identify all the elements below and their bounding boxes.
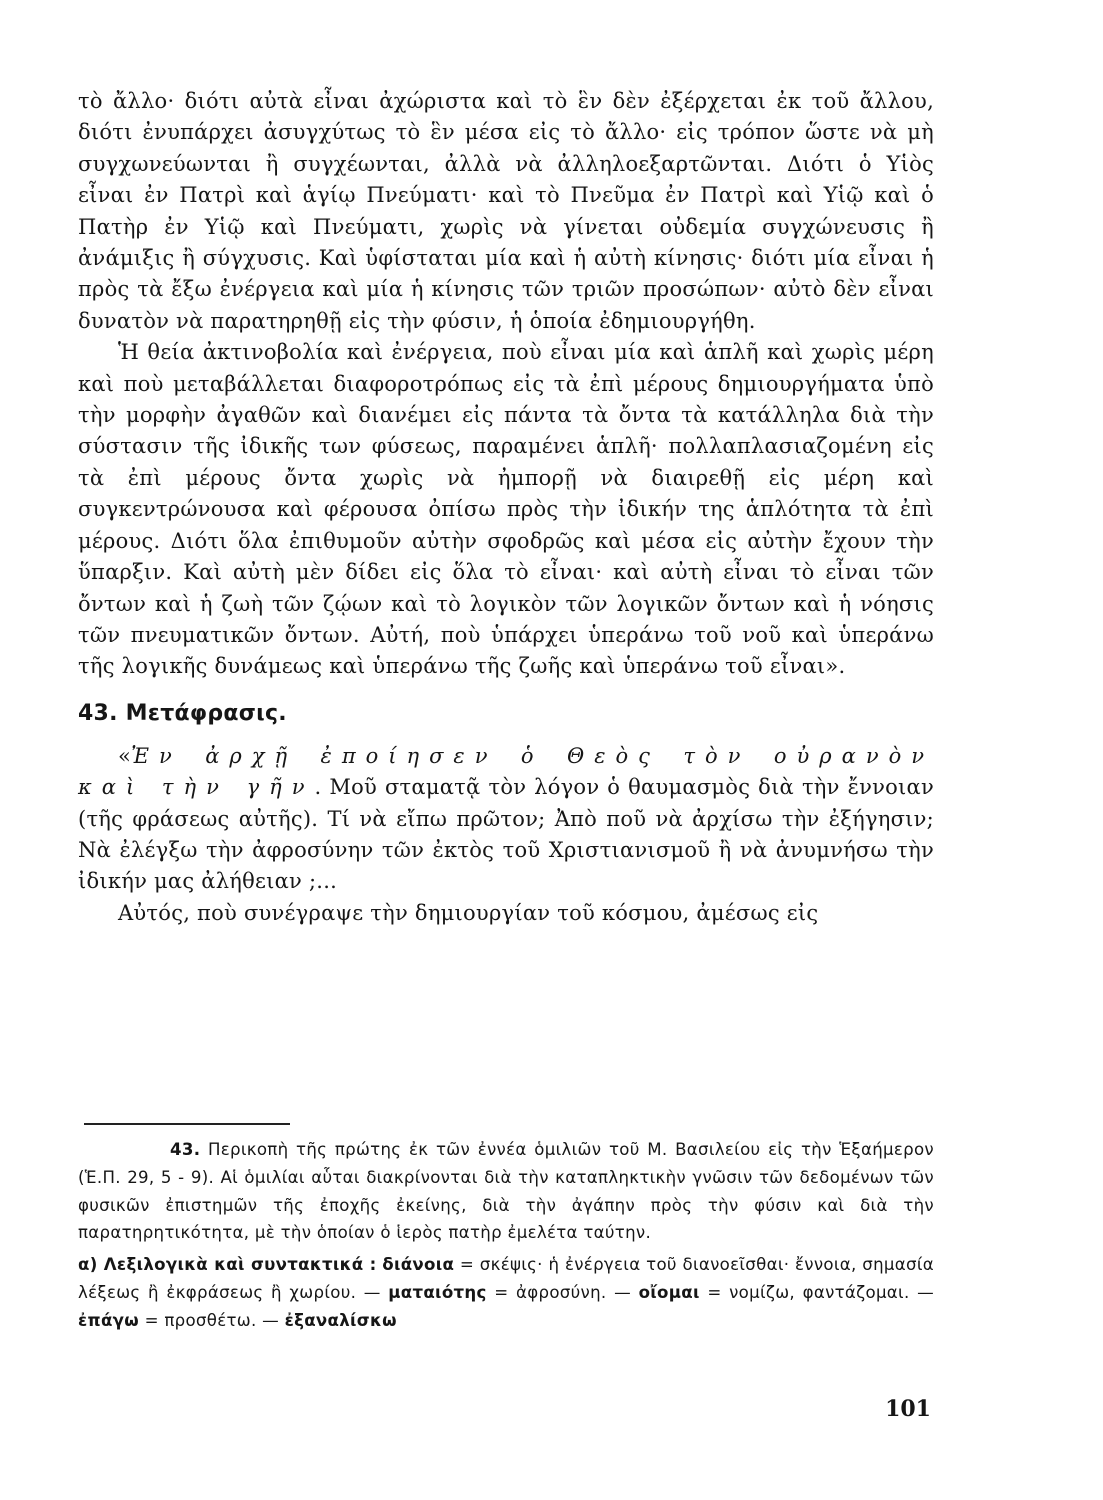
footnote-text: Περικοπὴ τῆς πρώτης ἐκ τῶν ἐννέα ὁμιλιῶν τοῦ Μ. Βασιλείου εἰς τὴν Ἑξαήμερον (Ἑ.Π. 29, 5 - 9). Αἱ ὁμιλίαι αὗται διακρίνονται διὰ τὴν καταπληκτικὴν γνῶσιν τῶν δεδομένων τῶν φυσικῶν ἐπιστημῶν τῆς ἐποχῆς ἐκείνης, διὰ τὴν ἀγάπην πρὸς τὴν φύσιν καὶ διὰ τὴν παρατηρητικότητα, μὲ τὴν ὁποίαν ὁ ἱερὸς πατὴρ ἐμελέτα ταύτην. — [78, 1140, 934, 1243]
page-number: 101 — [885, 1396, 931, 1422]
term-dianoia: διάνοια — [382, 1255, 455, 1275]
term-exanaliskw: ἐξαναλίσκω — [284, 1310, 397, 1330]
main-text — [78, 86, 934, 929]
body-paragraph-1: τὸ ἄλλο· διότι αὐτὰ εἶναι ἀχώριστα καὶ τὸ ἓν δὲν ἐξέρχεται ἐκ τοῦ ἄλλου, διότι ἐνυπάρχει ἀσυγχύτως τὸ ἓν μέσα εἰς τὸ ἄλλο· εἰς τρόπον ὥστε νὰ μὴ συγχωνεύωνται ἢ συγχέωνται, ἀλλὰ νὰ ἀλληλοεξαρτῶνται. Διότι ὁ Υἱὸς εἶναι ἐν Πατρὶ καὶ ἁγίῳ Πνεύματι· καὶ τὸ Πνεῦμα ἐν Πατρὶ καὶ Υἱῷ καὶ ὁ Πατὴρ ἐν Υἱῷ καὶ Πνεύματι, χωρὶς νὰ γίνεται οὐδεμία συγχώνευσις ἢ ἀνάμιξις ἢ σύγχυσις. Καὶ ὑφίσταται μία καὶ ἡ αὐτὴ κίνησις· διότι μία εἶναι ἡ πρὸς τὰ ἔξω ἐνέργεια καὶ μία ἡ κίνησις τῶν τριῶν προσώπων· αὐτὸ δὲν εἶναι δυνατὸν νὰ παρατηρηθῇ εἰς τὴν φύσιν, ἡ ὁποία ἐδημιουργήθη. — [78, 89, 934, 333]
term-oiomai: οἴομαι — [638, 1282, 700, 1302]
def-mataiotis: = ἀφροσύνη. — — [494, 1282, 631, 1302]
section-heading: 43. Μετάφρασις. — [78, 700, 287, 726]
lexicon-note — [78, 1251, 934, 1334]
quote-open: « — [118, 743, 132, 768]
lexicon-label: α) Λεξιλογικὰ καὶ συντακτικά : — [78, 1255, 377, 1275]
footnote-divider — [84, 1123, 290, 1125]
term-epago: ἐπάγω — [78, 1310, 139, 1330]
body-paragraph-3 — [78, 741, 934, 898]
def-dianoia: = σκέψις· ἡ ἐνέργεια τοῦ διανοεῖσθαι· ἔννοια, σημασία λέξεως ἢ ἐκφράσεως ἢ χωρίου. — — [78, 1255, 934, 1302]
def-oiomai: = νομίζω, φαντάζομαι. — — [707, 1282, 935, 1302]
body-paragraph-3-rest: . Μοῦ σταματᾷ τὸν λόγον ὁ θαυμασμὸς διὰ τὴν ἔννοιαν (τῆς φράσεως αὐτῆς). Τί νὰ εἴπω πρῶτον; Ἀπὸ ποῦ νὰ ἀρχίσω τὴν ἐξήγησιν; Νὰ ἐλέγξω τὴν ἀφροσύνην τῶν ἐκτὸς τοῦ Χριστιανισμοῦ ἢ νὰ ἀνυμνήσω τὴν ἰδικήν μας ἀλήθειαν ;... — [78, 775, 934, 894]
footnote-number: 43. — [170, 1140, 201, 1159]
def-epago: = προσθέτω. — — [144, 1310, 279, 1330]
body-paragraph-4: Αὐτός, ποὺ συνέγραψε τὴν δημιουργίαν τοῦ κόσμου, ἀμέσως εἰς — [118, 900, 819, 925]
footnotes — [78, 1136, 934, 1335]
genesis-quote: Ἐν ἀρχῇ ἐποίησεν ὁ Θεὸς τὸν οὐρανὸν καὶ τὴν γῆν — [78, 743, 934, 800]
body-paragraph-2: Ἡ θεία ἀκτινοβολία καὶ ἐνέργεια, ποὺ εἶναι μία καὶ ἁπλῆ καὶ χωρὶς μέρη καὶ ποὺ μεταβάλλεται διαφοροτρόπως εἰς τὰ ἐπὶ μέρους δημιουργήματα ὑπὸ τὴν μορφὴν ἀγαθῶν καὶ διανέμει εἰς πάντα τὰ ὄντα τὰ κατάλληλα διὰ τὴν σύστασιν τῆς ἰδικῆς των φύσεως, παραμένει ἁπλῆ· πολλαπλασιαζομένη εἰς τὰ ἐπὶ μέρους ὄντα χωρὶς νὰ ἠμπορῇ νὰ διαιρεθῇ εἰς μέρη καὶ συγκεντρώνουσα καὶ φέρουσα ὀπίσω πρὸς τὴν ἰδικήν της ἁπλότητα τὰ ἐπὶ μέρους. Διότι ὅλα ἐπιθυμοῦν αὐτὴν σφοδρῶς καὶ μέσα εἰς αὐτὴν ἔχουν τὴν ὕπαρξιν. Καὶ αὐτὴ μὲν δίδει εἰς ὅλα τὸ εἶναι· καὶ αὐτὴ εἶναι τὸ εἶναι τῶν ὄντων καὶ ἡ ζωὴ τῶν ζῴων καὶ τὸ λογικὸν τῶν λογικῶν ὄντων καὶ ἡ νόησις τῶν πνευματικῶν ὄντων. Αὐτή, ποὺ ὑπάρχει ὑπεράνω τοῦ νοῦ καὶ ὑπεράνω τῆς λογικῆς δυνάμεως καὶ ὑπεράνω τῆς ζωῆς καὶ ὑπεράνω τοῦ εἶναι». — [78, 340, 934, 679]
footnote-43 — [78, 1136, 934, 1247]
term-mataiotis: ματαιότης — [388, 1282, 487, 1302]
